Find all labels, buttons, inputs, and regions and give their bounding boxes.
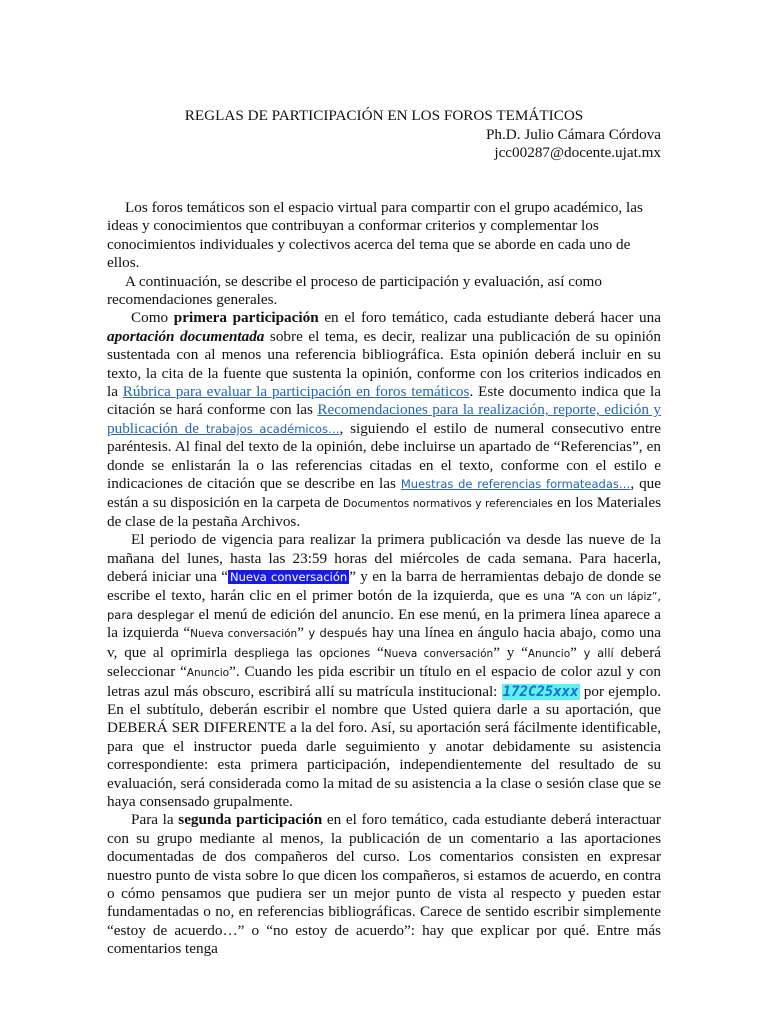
- text-run: hay una línea en ángulo hacia abajo, como una v, que al oprimirla: [107, 624, 661, 661]
- calibri-run: Nueva conversación: [190, 628, 298, 641]
- text-run: “: [370, 643, 384, 661]
- text-run: sobre el tema, es decir, realizar una publicación de su opinión sustentada con al menos una referencia bibliográfica. Esta opinión deberá incluir en su texto, la cita de la fuente que sustenta la opinión, conforme con los criterios indicados en la: [107, 327, 661, 401]
- calibri-run: despliega las opciones: [233, 645, 371, 660]
- bold-first-participation: primera participación: [173, 309, 319, 327]
- text-run: ” y en la barra de herramientas debajo de donde se escribe el texto, harán clic en el primer botón de la izquierda,: [107, 568, 661, 604]
- text-run: ”. Cuando les pida escribir un título en el espacio de color azul y con letras azul más obscuro, escribirá allí su matrícula institucional:: [107, 663, 661, 700]
- text-run: , siguiendo el estilo de numeral consecutivo entre paréntesis. Al final del texto de la opinión, debe incluirse un apartado de “Referencias”, en donde se enlistarán la o las referencias citadas en el texto, conforme con el estilo e indicaciones de citación que se describe en las: [107, 419, 661, 493]
- link-text: Recomendaciones para la realización, reporte, edición y publicación de: [107, 401, 661, 437]
- calibri-run: , para desplegar: [107, 588, 661, 622]
- text-run: El periodo de vigencia para realizar la primera publicación va desde las nueve de la mañana del lunes, hasta las 23:59 horas del miércoles de cada semana. Para hacerla, deberá iniciar una “: [107, 531, 661, 586]
- rubric-link[interactable]: Rúbrica para evaluar la participación en foros temáticos: [122, 383, 470, 401]
- matricula-example: 172C25xxx: [502, 683, 579, 700]
- text-run: deberá seleccionar “: [107, 643, 662, 681]
- text-run: en el foro temático, cada estudiante deberá hacer una: [318, 309, 661, 327]
- document-title: REGLAS DE PARTICIPACIÓN EN LOS FOROS TEMÁTICOS: [184, 107, 584, 124]
- text-run: el menú de edición del anuncio. En ese menú, en la primera línea aparece a la izquierda “: [107, 605, 661, 642]
- text-run: ” y “: [493, 643, 528, 661]
- highlighted-new-conversation: Nueva conversación: [230, 570, 348, 585]
- normative-documents-label: Documentos normativos y referenciales: [342, 497, 553, 510]
- text-run: . Este documento indica que la citación se hará conforme con las: [107, 383, 661, 419]
- bold-second-participation: segunda participación: [178, 811, 323, 829]
- document-body: [107, 199, 661, 959]
- calibri-run: Anuncio: [527, 647, 571, 660]
- text-run: Como: [131, 309, 174, 327]
- link-text: trabajos académicos…: [205, 421, 340, 436]
- author-name: Ph.D. Julio Cámara Córdova: [485, 125, 661, 143]
- author-email[interactable]: jcc00287@docente.ujat.mx: [494, 144, 661, 161]
- calibri-run: Nueva conversación: [383, 647, 494, 660]
- calibri-run: “A con un lápiz”: [569, 590, 658, 603]
- paragraph-first-participation: [107, 309, 661, 531]
- text-run: en el foro temático, cada estudiante deberá interactuar con su grupo mediante al menos, la publicación de un comentario a las aportaciones documentadas de dos compañeros del curso. Los comentarios consisten en expresar nuestro punto de vista sobre lo que dicen los compañeros, si estamos de acuerdo, en contra o cómo pensamos que pudiera ser un mejor punto de vista al respecto y pueden estar fundamentadas o no, en referencias bibliográficas. Carece de sentido escribir simplemente “estoy de acuerdo…” o “no estoy de acuerdo”: hay que explicar por qué. Entre más comentarios tenga: [107, 811, 661, 958]
- paragraph-second-participation: [107, 811, 661, 958]
- calibri-run: Anuncio: [186, 667, 230, 680]
- calibri-run: que es una: [498, 588, 565, 603]
- paragraph-intro: Los foros temáticos son el espacio virtual para compartir con el grupo académico, las ideas y conocimientos que contribuyan a conformar criterios y complementar los conocimientos individuales y colectivos acerca del tema que se aborde en cada uno de ellos.: [107, 199, 643, 272]
- paragraph-publication-period: [107, 531, 661, 811]
- text-run: ”: [570, 643, 584, 661]
- calibri-run: y después: [308, 626, 368, 641]
- paragraph-continuation: A continuación, se describe el proceso de participación y evaluación, así como recomendaciones generales.: [107, 272, 602, 309]
- text-run: , que están a su disposición en la carpeta de: [107, 475, 662, 511]
- document-header: [107, 107, 661, 163]
- text-run: Para la: [131, 811, 179, 829]
- formatted-references-link[interactable]: Muestras de referencias formateadas…: [400, 477, 631, 492]
- calibri-run: y allí: [583, 645, 614, 660]
- text-run: ”: [297, 624, 309, 642]
- text-run: por ejemplo. En el subtítulo, deberán escribir el nombre que Usted quiera darle a su aportación, que DEBERÁ SER DIFERENTE a la del foro. Así, su aportación será fácilmente identificable, para que el instructor pueda darle seguimiento y anotar debidamente su asistencia correspondiente: esta primera participación, independientemente del resultado de su evaluación, será considerada como la mitad de su asistencia a la clase o sesión clase que se haya consensado grupalmente.: [107, 682, 661, 810]
- text-run: en los Materiales de clase de la pestaña Archivos.: [107, 493, 661, 530]
- bold-italic-documented-contribution: aportación documentada: [107, 327, 265, 345]
